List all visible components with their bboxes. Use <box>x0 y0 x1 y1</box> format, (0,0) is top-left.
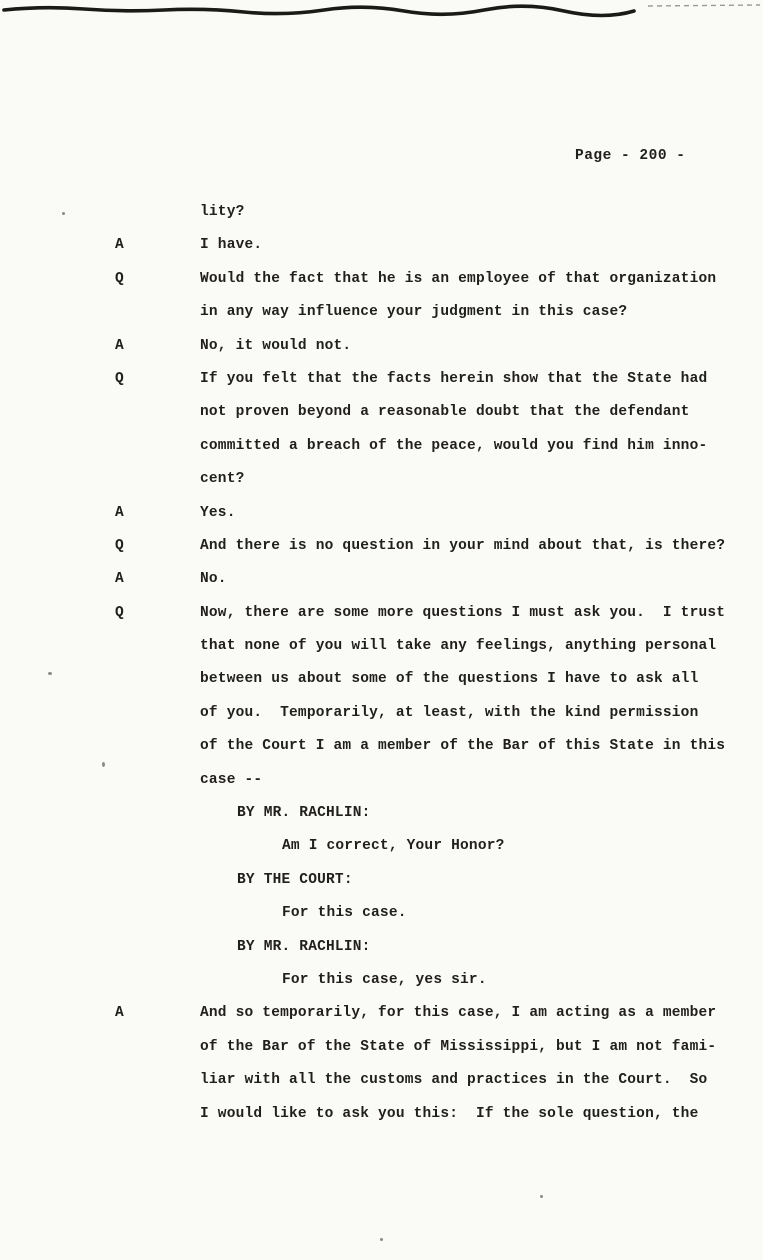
transcript-line <box>115 196 755 229</box>
line-text: No. <box>200 571 227 588</box>
line-text: And there is no question in your mind about that, is there? <box>200 537 726 554</box>
transcript-line <box>115 229 755 262</box>
speaker-label: Q <box>115 370 125 387</box>
transcript-line <box>115 597 755 630</box>
line-text: lity? <box>200 204 245 220</box>
line-text: of you. Temporarily, at least, with the kind permission <box>200 704 699 721</box>
line-text: of the Court I am a member of the Bar of this State in this <box>200 738 726 755</box>
speaker-label: A <box>115 504 125 521</box>
transcript-line <box>115 730 755 763</box>
transcript-line <box>115 396 755 429</box>
transcript-line <box>115 663 755 696</box>
transcript-line <box>115 697 755 730</box>
line-text: liar with all the customs and practices in the Court. So <box>200 1072 708 1089</box>
line-text: For this case, yes sir. <box>282 971 487 988</box>
transcript-line <box>115 430 755 463</box>
transcript-line <box>115 1064 755 1097</box>
line-text: case -- <box>200 771 263 788</box>
transcript-line <box>115 964 755 997</box>
transcript-line <box>115 1098 755 1131</box>
transcript-line <box>115 497 755 530</box>
transcript-line <box>115 296 755 329</box>
line-text: Now, there are some more questions I must ask you. I trust <box>200 604 726 621</box>
transcript-line <box>115 363 755 396</box>
scan-speck <box>380 1238 383 1241</box>
scan-speck <box>62 212 65 215</box>
scan-speck <box>540 1195 543 1198</box>
speaker-label: Q <box>115 537 125 554</box>
line-text: And so temporarily, for this case, I am acting as a member <box>200 1005 717 1022</box>
line-text: For this case. <box>282 905 407 922</box>
line-text: BY MR. RACHLIN: <box>237 938 371 955</box>
line-text: No, it would not. <box>200 337 352 354</box>
transcript-line <box>115 263 755 296</box>
transcript-line <box>115 1031 755 1064</box>
transcript-line <box>115 931 755 964</box>
transcript-lines <box>115 196 755 1131</box>
line-text: Would the fact that he is an employee of that organization <box>200 270 717 287</box>
line-text: between us about some of the questions I have to ask all <box>200 671 699 688</box>
speaker-label: A <box>115 1005 125 1022</box>
transcript-line <box>115 864 755 897</box>
scan-edge-line <box>0 0 763 20</box>
speaker-label: Q <box>115 604 125 621</box>
line-text: Am I correct, Your Honor? <box>282 838 505 855</box>
line-text: If you felt that the facts herein show that the State had <box>200 370 708 387</box>
scan-edge-artifact <box>0 0 763 20</box>
line-text: not proven beyond a reasonable doubt that the defendant <box>200 404 690 421</box>
scan-speck <box>102 762 105 767</box>
transcript-line <box>115 563 755 596</box>
transcript-line <box>115 830 755 863</box>
line-text: of the Bar of the State of Mississippi, but I am not fami- <box>200 1038 717 1055</box>
line-text: I have. <box>200 237 263 254</box>
scan-speck <box>48 672 52 675</box>
page-number: Page - 200 - <box>575 148 686 164</box>
transcript-line <box>115 997 755 1030</box>
line-text: Yes. <box>200 504 236 521</box>
line-text: that none of you will take any feelings, anything personal <box>200 638 717 655</box>
transcript-line <box>115 463 755 496</box>
line-text: I would like to ask you this: If the sole question, the <box>200 1105 699 1122</box>
speaker-label: A <box>115 571 125 588</box>
line-text: in any way influence your judgment in this case? <box>200 304 628 321</box>
line-text: BY MR. RACHLIN: <box>237 805 371 822</box>
line-text: BY THE COURT: <box>237 871 353 888</box>
transcript-line <box>115 797 755 830</box>
speaker-label: Q <box>115 270 125 287</box>
speaker-label: A <box>115 337 125 354</box>
transcript-line <box>115 530 755 563</box>
transcript-line <box>115 630 755 663</box>
line-text: committed a breach of the peace, would you find him inno- <box>200 437 708 454</box>
line-text: cent? <box>200 471 245 488</box>
transcript-line <box>115 330 755 363</box>
speaker-label: A <box>115 237 125 254</box>
transcript-line <box>115 764 755 797</box>
transcript-line <box>115 897 755 930</box>
